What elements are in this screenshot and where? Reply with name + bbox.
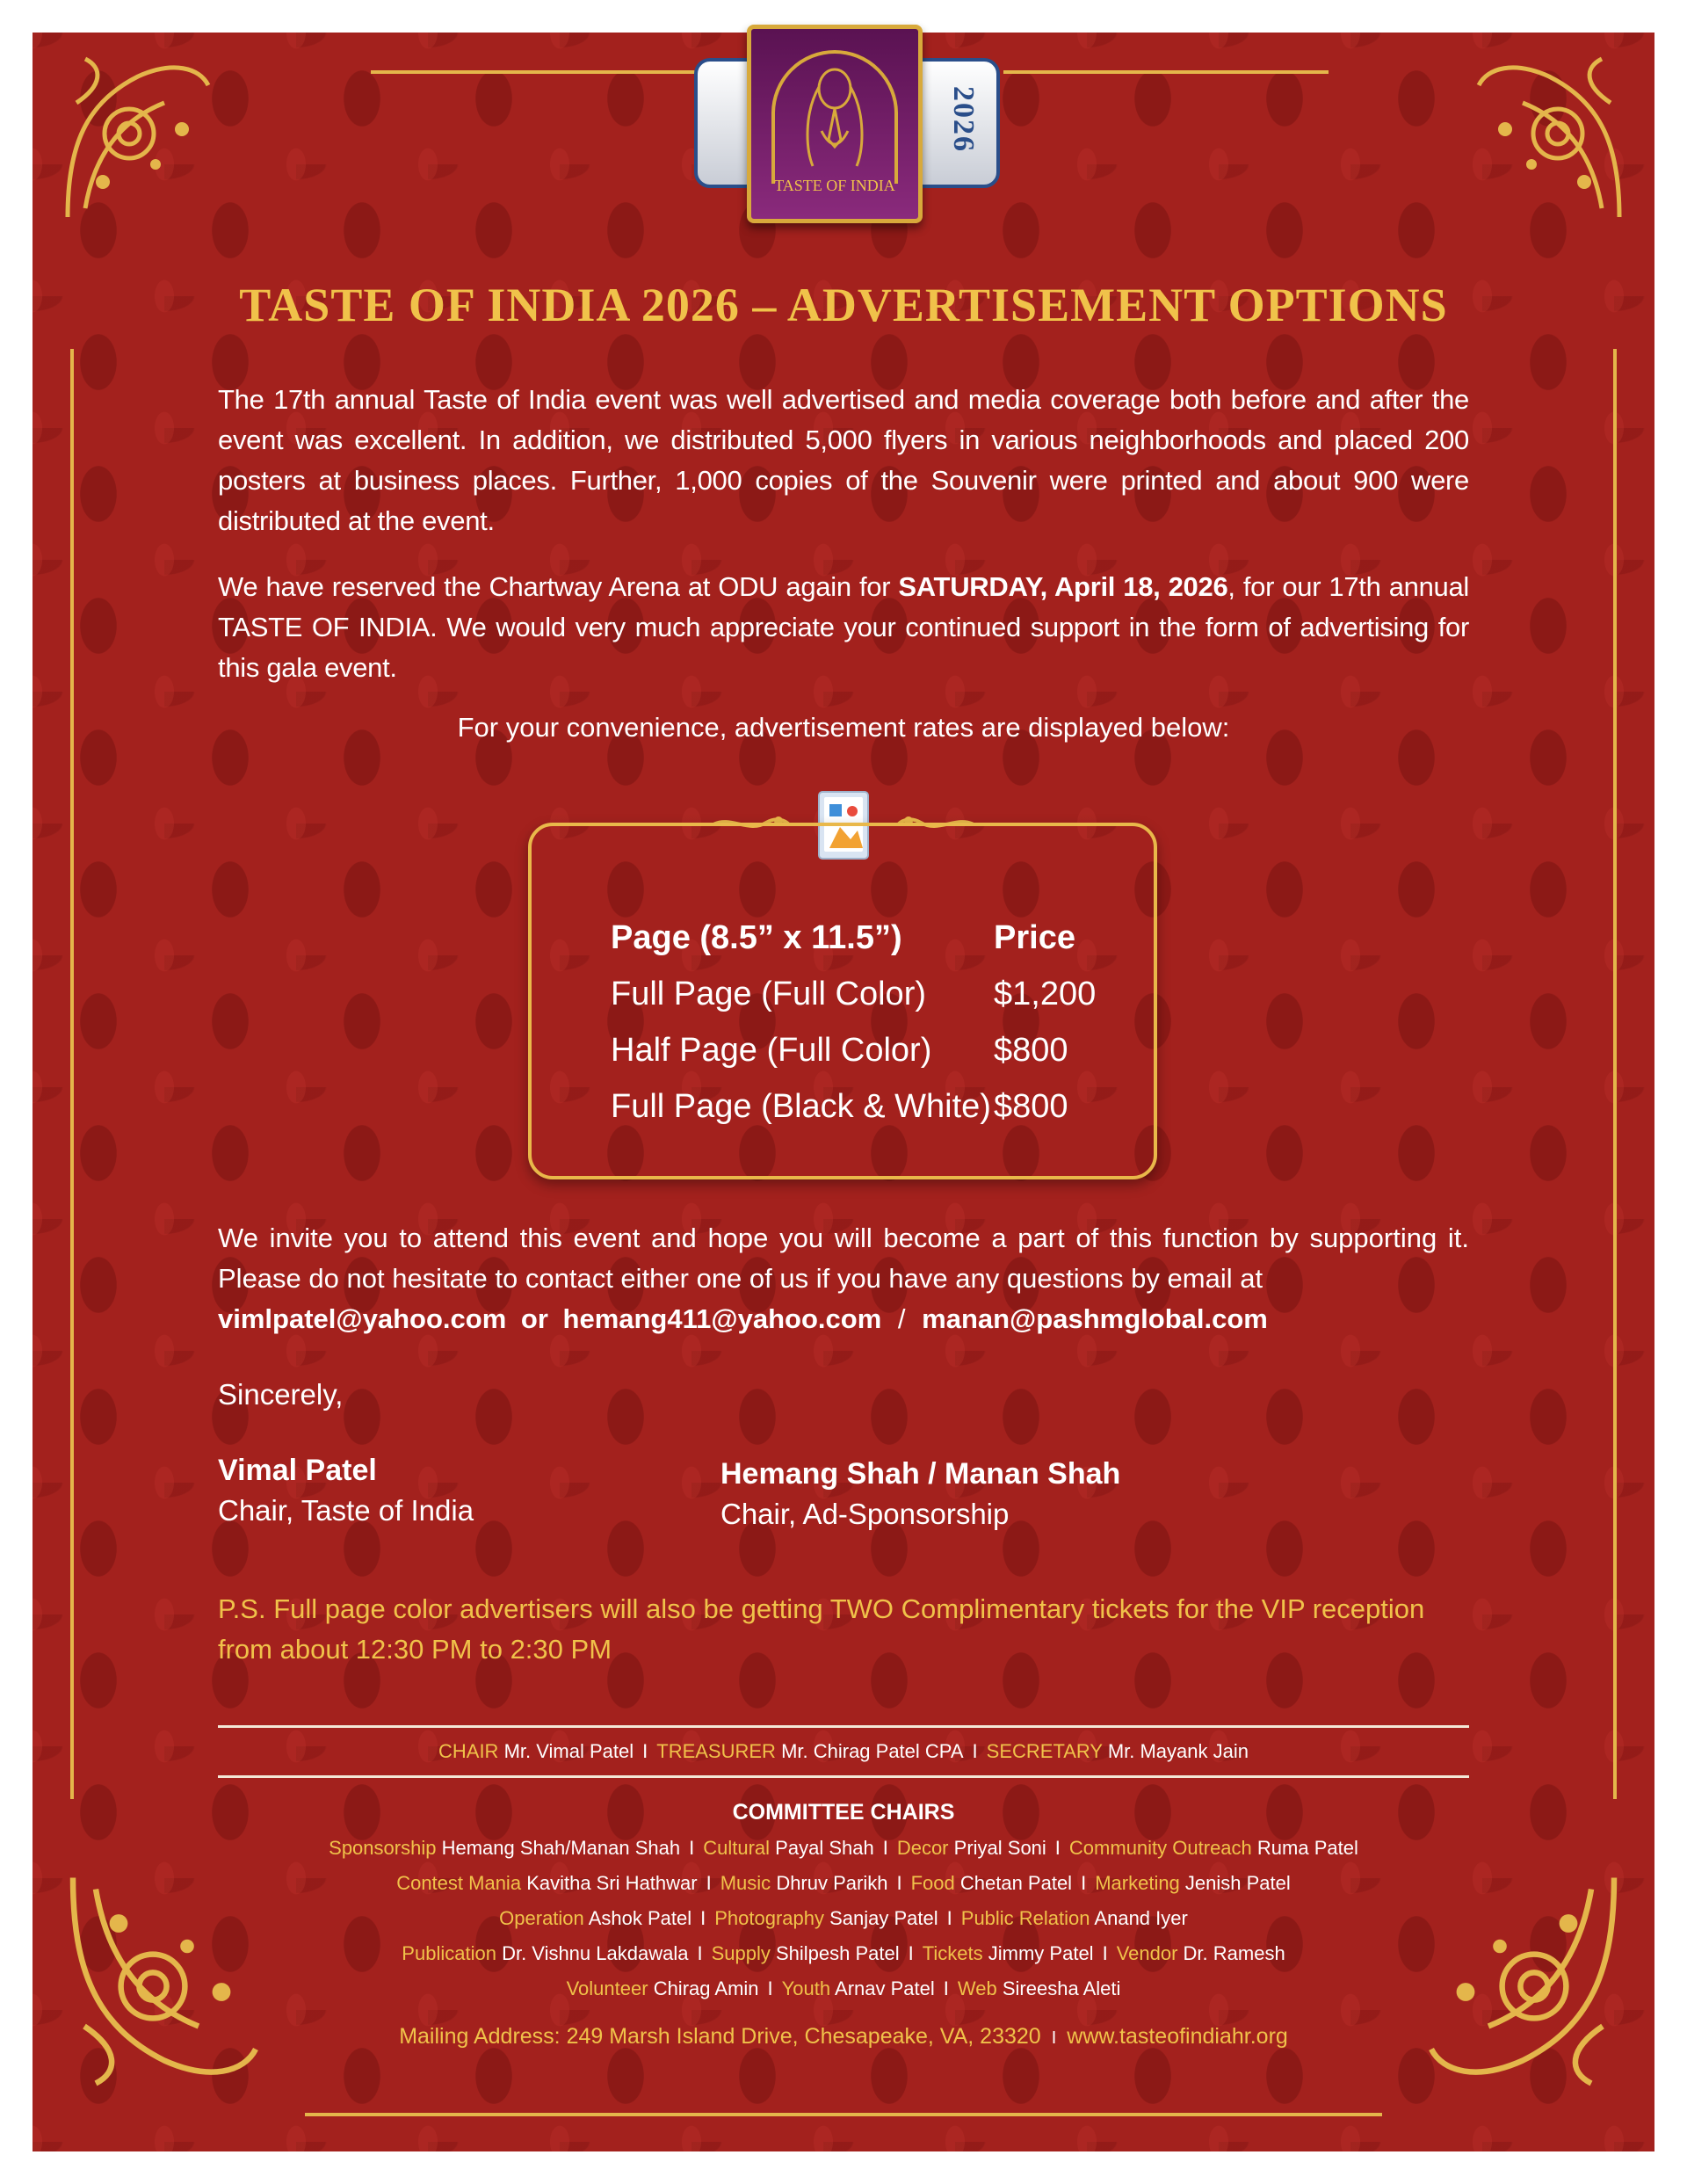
reservation-paragraph xyxy=(218,567,1469,688)
committee-row xyxy=(0,1837,1687,1860)
committee-name: Payal Shah xyxy=(775,1837,874,1859)
badge-text-banner xyxy=(751,177,918,195)
committee-name: Hemang Shah/Manan Shah xyxy=(441,1837,681,1859)
committee-name: Arnav Patel xyxy=(835,1977,935,1999)
committee-name: Ashok Patel xyxy=(588,1907,692,1929)
badge-purple-panel xyxy=(747,25,923,223)
separator: I xyxy=(908,1942,914,1964)
corner-flourish-icon xyxy=(1408,1817,1637,2133)
rate-price: $1,200 xyxy=(994,976,1097,1012)
separator: I xyxy=(1051,2028,1057,2048)
committee-role: Community Outreach xyxy=(1068,1837,1252,1859)
invite-line-1: We invite you to attend this event and hope you will become a part of this function by supporting it. xyxy=(218,1223,1469,1253)
committee-role: Vendor xyxy=(1116,1942,1178,1964)
officer-name: Mr. Mayank Jain xyxy=(1107,1740,1249,1762)
rates-header-page: Page (8.5” x 11.5”) xyxy=(611,919,902,956)
frame-top-left-line xyxy=(371,70,696,74)
intro-paragraph: The 17th annual Taste of India event was well advertised and media coverage both before and after the event was excellent. In addition, we distributed 5,000 flyers in various neighborhoods and placed 200 posters at business places. Further, 1,000 copies of the Souvenir were printed and about 900 were distributed at the event. xyxy=(218,384,1469,536)
email-link-hemang[interactable]: hemang411@yahoo.com xyxy=(562,1303,882,1334)
committee-name: Dhruv Parikh xyxy=(776,1872,888,1894)
separator: I xyxy=(642,1740,648,1762)
badge-year: 2026 xyxy=(947,86,980,153)
committee-name: Chirag Amin xyxy=(653,1977,759,1999)
committee-role: Decor xyxy=(896,1837,949,1859)
committee-role: Public Relation xyxy=(960,1907,1090,1929)
namaste-figure-icon xyxy=(751,34,918,184)
committee-title: COMMITTEE CHAIRS xyxy=(732,1800,955,1825)
rates-intro: For your convenience, advertisement rates are displayed below: xyxy=(457,712,1230,743)
rates-table xyxy=(528,823,1157,1179)
committee-row xyxy=(0,1977,1687,2000)
rate-row xyxy=(611,1032,1103,1081)
signature-name: Vimal Patel xyxy=(218,1454,377,1487)
mailing-address: Mailing Address: 249 Marsh Island Drive, Chesapeake, VA, 23320 xyxy=(399,2024,1041,2049)
officer-name: Mr. Vimal Patel xyxy=(503,1740,634,1762)
committee-name: Priyal Soni xyxy=(953,1837,1046,1859)
page-title: TASTE OF INDIA 2026 – ADVERTISEMENT OPTIONS xyxy=(239,279,1448,331)
ps-note: P.S. Full page color advertisers will also be getting TWO Complimentary tickets for the VIP reception from about 12:30 PM to 2:30 PM xyxy=(218,1593,1425,1665)
committee-role: Supply xyxy=(711,1942,771,1964)
frame-bottom-line xyxy=(305,2113,1382,2116)
event-date: SATURDAY, April 18, 2026 xyxy=(898,571,1228,602)
signature-name: Hemang Shah / Manan Shah xyxy=(720,1457,1121,1491)
committee-row xyxy=(0,1942,1687,1965)
separator: I xyxy=(697,1942,703,1964)
committee-name: Ruma Patel xyxy=(1256,1837,1358,1859)
separator: I xyxy=(882,1837,888,1859)
committee-row xyxy=(0,1907,1687,1930)
rate-price: $800 xyxy=(994,1088,1068,1125)
committee-role: Food xyxy=(910,1872,955,1894)
email-link-vimal[interactable]: vimlpatel@yahoo.com xyxy=(218,1303,507,1334)
committee-name: Chetan Patel xyxy=(959,1872,1073,1894)
committee-name: Dr. Vishnu Lakdawala xyxy=(502,1942,689,1964)
committee-name: Jenish Patel xyxy=(1184,1872,1291,1894)
committee-role: Contest Mania xyxy=(396,1872,522,1894)
committee-name: Jimmy Patel xyxy=(988,1942,1094,1964)
committee-role: Operation xyxy=(499,1907,584,1929)
committee-role: Music xyxy=(720,1872,771,1894)
separator: I xyxy=(972,1740,978,1762)
divider-bottom xyxy=(218,1775,1469,1778)
invite-paragraph xyxy=(218,1218,1469,1339)
event-logo-badge xyxy=(694,25,1002,227)
committee-role: Tickets xyxy=(922,1942,983,1964)
separator: I xyxy=(943,1977,949,1999)
officer-role: CHAIR xyxy=(438,1740,499,1762)
rate-label: Full Page (Full Color) xyxy=(611,976,926,1012)
rate-price: $800 xyxy=(994,1032,1068,1069)
frame-right-line xyxy=(1613,349,1617,1799)
rates-header-row xyxy=(611,919,1103,969)
signature-role: Chair, Taste of India xyxy=(218,1494,474,1527)
corner-flourish-icon xyxy=(50,50,226,235)
closing: Sincerely, xyxy=(218,1378,344,1411)
invite-line-2: Please do not hesitate to contact either one of us if you have any questions by email at xyxy=(218,1263,1263,1294)
rate-row xyxy=(611,1088,1103,1137)
committee-name: Sireesha Aleti xyxy=(1002,1977,1121,1999)
reservation-text-pre: We have reserved the Chartway Arena at ODU again for xyxy=(218,571,899,602)
committee-name: Sanjay Patel xyxy=(829,1907,938,1929)
committee-name: Dr. Ramesh xyxy=(1183,1942,1285,1964)
website-link[interactable]: www.tasteofindiahr.org xyxy=(1067,2024,1288,2049)
committee-role: Volunteer xyxy=(566,1977,648,1999)
committee-role: Sponsorship xyxy=(329,1837,437,1859)
officer-name: Mr. Chirag Patel CPA xyxy=(781,1740,964,1762)
separator: I xyxy=(689,1837,695,1859)
separator: I xyxy=(706,1872,712,1894)
rate-label: Half Page (Full Color) xyxy=(611,1032,932,1069)
committee-row xyxy=(0,1872,1687,1895)
frame-top-right-line xyxy=(1003,70,1329,74)
committee-name: Shilpesh Patel xyxy=(776,1942,900,1964)
committee-role: Marketing xyxy=(1095,1872,1180,1894)
committee-name: Kavitha Sri Hathwar xyxy=(526,1872,698,1894)
separator: I xyxy=(767,1977,773,1999)
contact-emails xyxy=(218,1299,1469,1339)
corner-flourish-icon xyxy=(50,1817,279,2133)
badge-year-tab xyxy=(938,63,988,176)
committee-role: Photography xyxy=(714,1907,824,1929)
officers-line xyxy=(0,1740,1687,1763)
frame-left-line xyxy=(70,349,74,1799)
reservation-text-post: , for our 17th annual TASTE OF INDIA. We would very much appreciate your continued support in the form of advertising for this gala event. xyxy=(218,571,1469,683)
rate-row xyxy=(611,976,1103,1025)
committee-name: Anand Iyer xyxy=(1094,1907,1188,1929)
divider-top xyxy=(218,1725,1469,1728)
email-link-manan[interactable]: manan@pashmglobal.com xyxy=(922,1303,1268,1334)
mailing-address-line xyxy=(0,2024,1687,2050)
separator: I xyxy=(700,1907,706,1929)
separator: I xyxy=(1054,1837,1061,1859)
separator: I xyxy=(896,1872,902,1894)
officer-role: TREASURER xyxy=(656,1740,776,1762)
corner-flourish-icon xyxy=(1461,50,1637,235)
committee-role: Youth xyxy=(781,1977,831,1999)
rate-label: Full Page (Black & White) xyxy=(611,1088,991,1125)
separator: I xyxy=(1102,1942,1108,1964)
officer-role: SECRETARY xyxy=(986,1740,1103,1762)
rates-header-price: Price xyxy=(994,919,1075,956)
separator: I xyxy=(1081,1872,1087,1894)
badge-text: TASTE OF INDIA xyxy=(774,177,895,194)
signature-role: Chair, Ad-Sponsorship xyxy=(720,1498,1010,1530)
committee-role: Cultural xyxy=(703,1837,771,1859)
email-or: or xyxy=(520,1303,548,1334)
committee-role: Publication xyxy=(402,1942,496,1964)
email-slash: / xyxy=(897,1303,906,1334)
committee-role: Web xyxy=(957,1977,997,1999)
separator: I xyxy=(946,1907,952,1929)
